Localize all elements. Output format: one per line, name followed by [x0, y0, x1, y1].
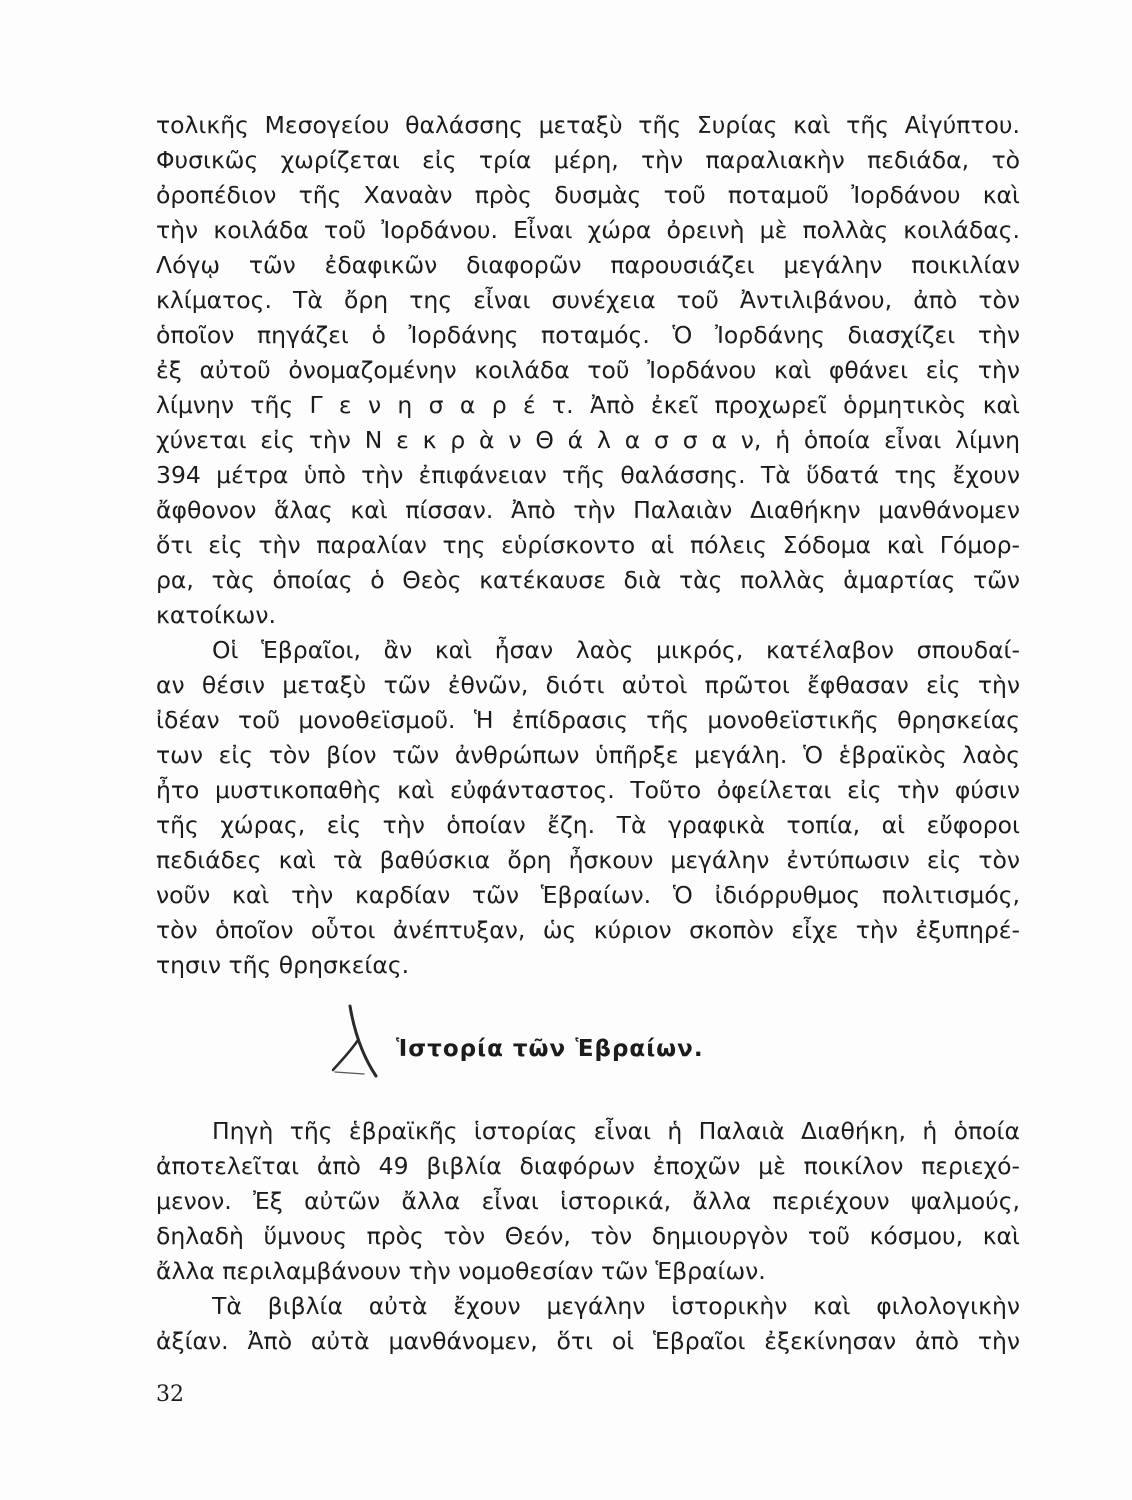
text-line: Τὰ βιβλία αὐτὰ ἔχουν μεγάλην ἱστορικὴν καὶ φιλολογικὴν: [212, 1292, 1020, 1320]
text-line: 394 μέτρα ὑπὸ τὴν ἐπιφάνειαν τῆς θαλάσσης. Τὰ ὕδατά της ἔχουν: [156, 461, 1020, 489]
text-line: τὸν ὁποῖον οὗτοι ἀνέπτυξαν, ὡς κύριον σκοπὸν εἶχε τὴν ἐξυπηρέ-: [156, 916, 1020, 944]
text-line: ἰδέαν τοῦ μονοθεϊσμοῦ. Ἡ ἐπίδρασις τῆς μονοθεϊστικῆς θρησκείας: [156, 706, 1020, 734]
text-line: ρα, τὰς ὁποίας ὁ Θεὸς κατέκαυσε διὰ τὰς πολλὰς ἁμαρτίας τῶν: [156, 566, 1020, 594]
text-line: Λόγῳ τῶν ἐδαφικῶν διαφορῶν παρουσιάζει μεγάλην ποικιλίαν: [156, 251, 1020, 279]
text-line: πεδιάδες καὶ τὰ βαθύσκια ὄρη ἦσκουν μεγάλην ἐντύπωσιν εἰς τὸν: [156, 846, 1020, 874]
text-line: νοῦν καὶ τὴν καρδίαν τῶν Ἑβραίων. Ὁ ἰδιόρρυθμος πολιτισμός,: [156, 881, 1020, 909]
text-line: τῆς χώρας, εἰς τὴν ὁποίαν ἔζη. Τὰ γραφικὰ τοπία, αἱ εὔφοροι: [156, 811, 1020, 839]
text-line: κλίματος. Τὰ ὄρη της εἶναι συνέχεια τοῦ Ἀντιλιβάνου, ἀπὸ τὸν: [156, 286, 1020, 314]
text-line: ἄφθονον ἅλας καὶ πίσσαν. Ἀπὸ τὴν Παλαιὰν Διαθήκην μανθάνομεν: [156, 496, 1020, 524]
text-line: χύνεται εἰς τὴν Ν ε κ ρ ὰ ν Θ ά λ α σ σ α ν, ἡ ὁποία εἶναι λίμνη: [156, 426, 1020, 454]
page-number: 32: [156, 1382, 184, 1407]
section-heading: Ἱστορία τῶν Ἑβραίων.: [396, 1036, 704, 1062]
text-line: ἄλλα περιλαμβάνουν τὴν νομοθεσίαν τῶν Ἑβραίων.: [156, 1257, 766, 1285]
text-line: τολικῆς Μεσογείου θαλάσσης μεταξὺ τῆς Συρίας καὶ τῆς Αἰγύπτου.: [156, 111, 1020, 139]
text-line: λίμνην τῆς Γ ε ν η σ α ρ έ τ. Ἀπὸ ἐκεῖ προχωρεῖ ὁρμητικὸς καὶ: [156, 391, 1020, 419]
text-line: δηλαδὴ ὕμνους πρὸς τὸν Θεόν, τὸν δημιουργὸν τοῦ κόσμου, καὶ: [156, 1222, 1020, 1250]
text-line: ἀξίαν. Ἀπὸ αὐτὰ μανθάνομεν, ὅτι οἱ Ἑβραῖοι ἐξεκίνησαν ἀπὸ τὴν: [156, 1327, 1020, 1355]
text-line: τησιν τῆς θρησκείας.: [156, 951, 410, 979]
text-line: ἦτο μυστικοπαθὴς καὶ εὐφάνταστος. Τοῦτο ὀφείλεται εἰς τὴν φύσιν: [156, 776, 1020, 804]
handwritten-lambda-mark: [330, 1000, 380, 1080]
text-line: ὀροπέδιον τῆς Χαναὰν πρὸς δυσμὰς τοῦ ποταμοῦ Ἰορδάνου καὶ: [156, 181, 1020, 209]
text-line: μενον. Ἐξ αὐτῶν ἄλλα εἶναι ἱστορικά, ἄλλα περιέχουν ψαλμούς,: [156, 1187, 1020, 1215]
text-line: ὁποῖον πηγάζει ὁ Ἰορδάνης ποταμός. Ὁ Ἰορδάνης διασχίζει τὴν: [156, 321, 1020, 349]
text-line: αν θέσιν μεταξὺ τῶν ἐθνῶν, διότι αὐτοὶ πρῶτοι ἔφθασαν εἰς τὴν: [156, 671, 1020, 699]
text-line: Πηγὴ τῆς ἑβραϊκῆς ἱστορίας εἶναι ἡ Παλαιὰ Διαθήκη, ἡ ὁποία: [212, 1117, 1020, 1145]
text-line: Φυσικῶς χωρίζεται εἰς τρία μέρη, τὴν παραλιακὴν πεδιάδα, τὸ: [156, 146, 1020, 174]
text-line: κατοίκων.: [156, 601, 276, 629]
text-line: ὅτι εἰς τὴν παραλίαν της εὑρίσκοντο αἱ πόλεις Σόδομα καὶ Γόμορ-: [156, 531, 1020, 559]
text-line: των εἰς τὸν βίον τῶν ἀνθρώπων ὑπῆρξε μεγάλη. Ὁ ἑβραϊκὸς λαὸς: [156, 741, 1020, 769]
text-line: ἀποτελεῖται ἀπὸ 49 βιβλία διαφόρων ἐποχῶν μὲ ποικίλον περιεχό-: [156, 1152, 1020, 1180]
text-line: Οἱ Ἑβραῖοι, ἂν καὶ ἦσαν λαὸς μικρός, κατέλαβον σπουδαί-: [212, 636, 1020, 664]
text-line: τὴν κοιλάδα τοῦ Ἰορδάνου. Εἶναι χώρα ὀρεινὴ μὲ πολλὰς κοιλάδας.: [156, 216, 1020, 244]
text-line: ἐξ αὐτοῦ ὀνομαζομένην κοιλάδα τοῦ Ἰορδάνου καὶ φθάνει εἰς τὴν: [156, 356, 1020, 384]
